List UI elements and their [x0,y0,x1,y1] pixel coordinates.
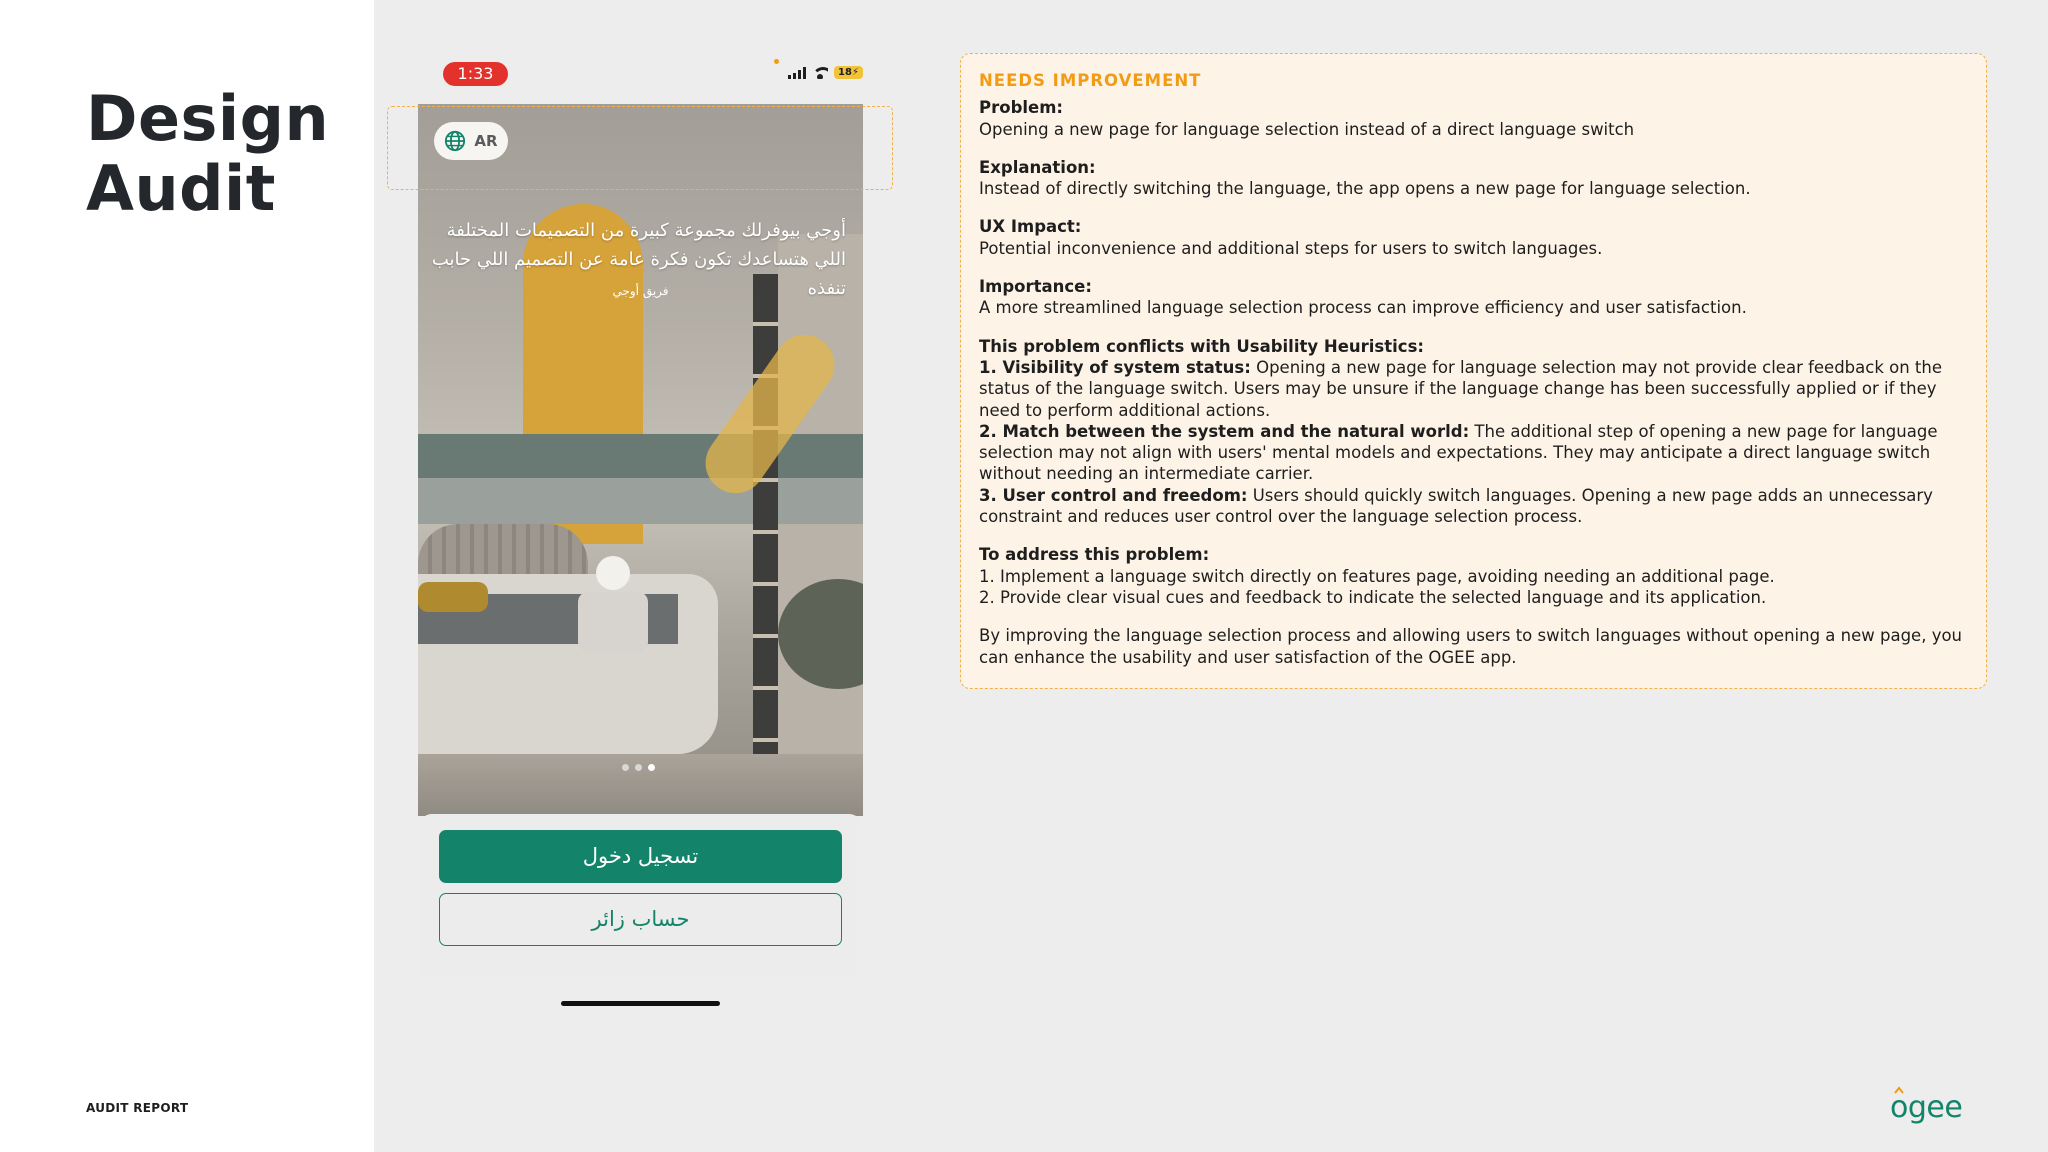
address-item: 1. Implement a language switch directly on features page, avoiding needing an additional page. [979,566,1775,586]
logo-text: ogee [1890,1090,1963,1125]
explanation-text: Instead of directly switching the language, the app opens a new page for language selection. [979,179,1751,199]
footer-label: AUDIT REPORT [86,1101,189,1115]
carousel-dots [622,764,655,771]
title-line-2: Audit [86,152,276,225]
heuristic-item: 3. User control and freedom: Users should quickly switch languages. Opening a new page adds an unnecessary constraint and reduces user control over the language selection process. [979,485,1933,527]
status-badge: NEEDS IMPROVEMENT [979,71,1202,90]
problem-heading: Problem: [979,98,1064,118]
ux-impact-text: Potential inconvenience and additional steps for users to switch languages. [979,238,1603,258]
heuristic-item: 1. Visibility of system status: Opening a new page for language selection may not provide clear feedback on the status of the language switch. Users may be unsure if the language change has been successfully applied or if they need to perform additional actions. [979,357,1943,420]
phone-screen [418,104,863,976]
carousel-dot[interactable] [635,764,642,771]
conclusion-text: By improving the language selection process and allowing users to switch languages without opening a new page, you can enhance the usability and user satisfaction of the OGEE app. [979,626,1963,667]
hero-description: أوجي بيوفرلك مجموعة كبيرة من التصميمات المختلفة اللي هتساعدك تكون فكرة عامة عن التصميم اللي حابب تنفذه [431,220,846,299]
battery-icon: 18⚡ [834,66,863,79]
problem-text: Opening a new page for language selection instead of a direct language switch [979,119,1635,139]
address-heading: To address this problem: [979,545,1210,565]
hero-subtitle: فريق أوجي [612,284,669,298]
explanation-heading: Explanation: [979,157,1096,177]
carousel-dot[interactable] [622,764,629,771]
bottom-sheet [418,814,863,976]
status-time: 1:33 [443,62,508,86]
importance-heading: Importance: [979,277,1092,297]
importance-text: A more streamlined language selection process can improve efficiency and user satisfaction. [979,298,1747,318]
issue-highlight-box [387,106,893,190]
home-indicator[interactable] [561,1001,720,1006]
left-panel [0,0,374,1152]
wifi-icon [812,67,828,79]
phone-status-bar [443,62,863,88]
ux-impact-heading: UX Impact: [979,217,1082,237]
signal-icon [788,67,806,79]
page-title [86,84,329,224]
heuristics-heading: This problem conflicts with Usability Heuristics: [979,336,1424,356]
ogee-logo [1890,1086,1966,1126]
guest-account-button[interactable]: حساب زائر [439,893,842,946]
language-label: AR [474,132,498,150]
status-icons [788,66,863,79]
address-item: 2. Provide clear visual cues and feedback to indicate the selected language and its application. [979,587,1767,607]
login-button[interactable]: تسجيل دخول [439,830,842,883]
hero-image [418,104,863,816]
title-line-1: Design [86,82,330,155]
heuristic-item: 2. Match between the system and the natural world: The additional step of opening a new page for language selection may not align with users' mental models and expectations. They may anticipate a direct language switch without needing an intermediate carrier. [979,421,1938,484]
carousel-dot-active[interactable] [648,764,655,771]
privacy-indicator-dot [774,59,779,64]
battery-level: 18 [838,67,852,78]
audit-details-panel [960,53,1987,689]
